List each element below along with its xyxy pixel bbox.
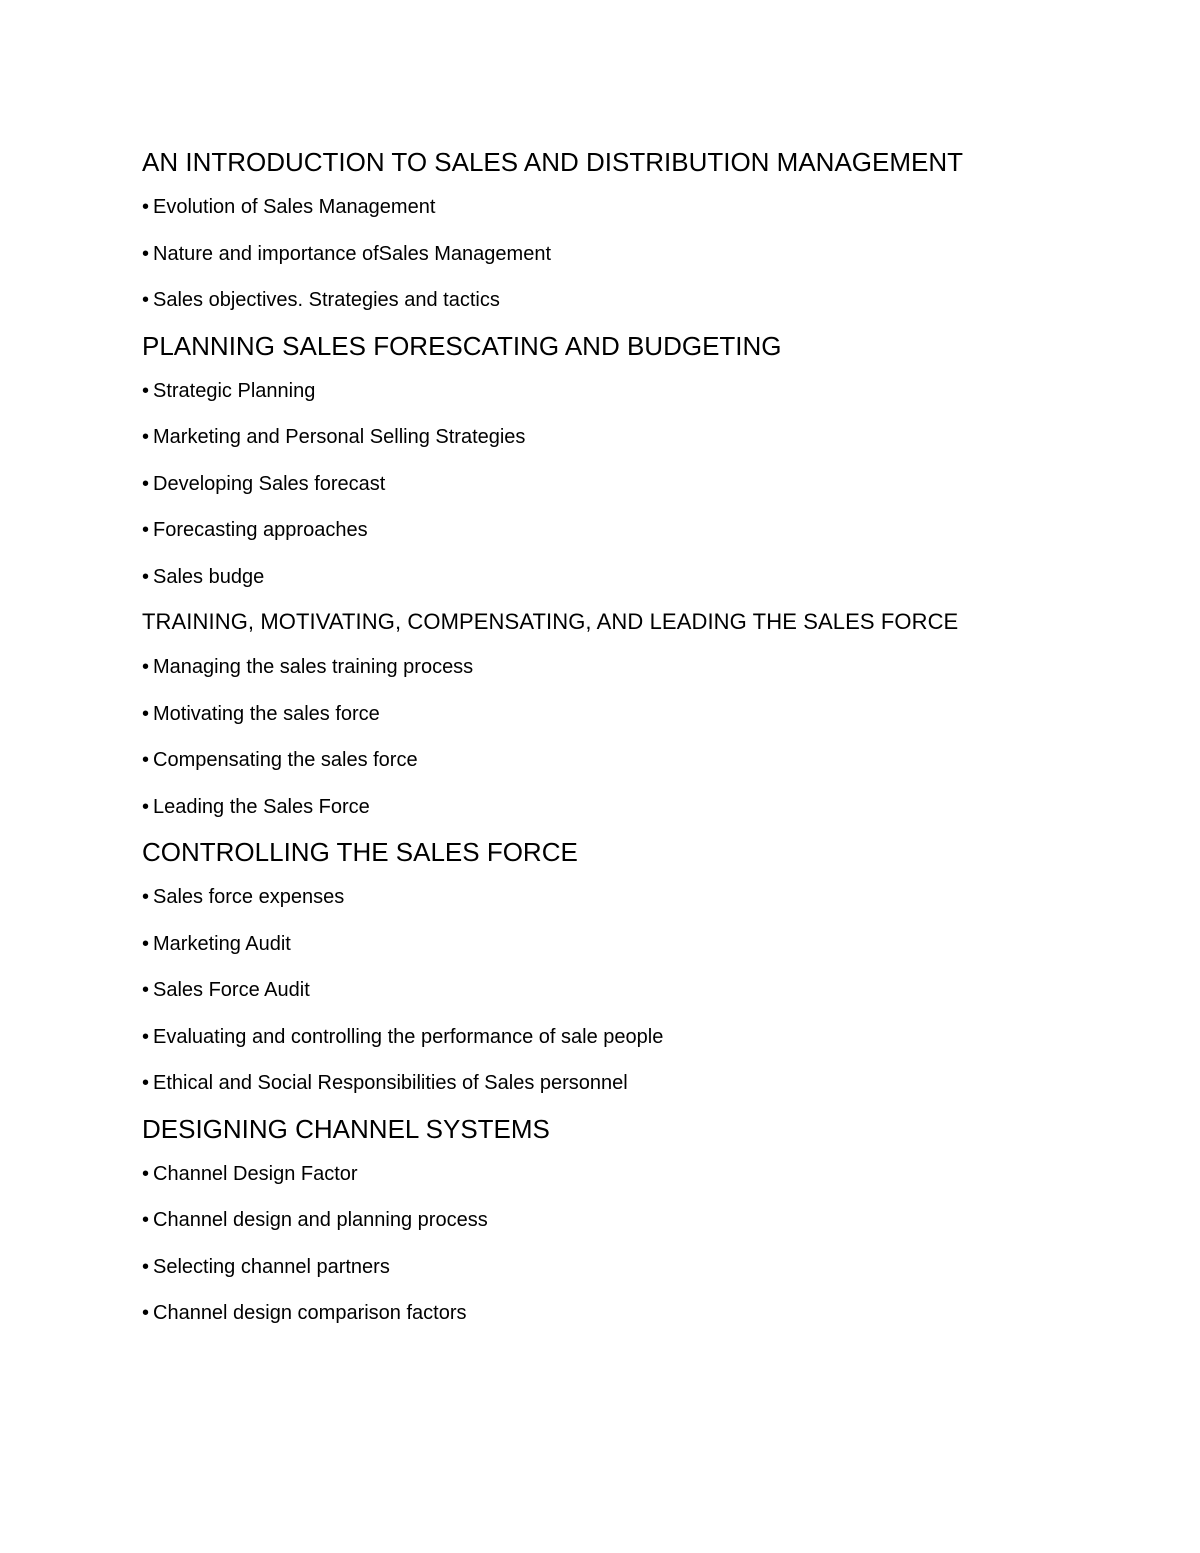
list-item-text: Developing Sales forecast [153,472,386,495]
list-item-text: Sales Force Audit [153,979,310,1001]
list-item [142,691,1102,738]
list-item [142,277,1102,324]
section-channel-systems [142,1107,1102,1337]
list-item-text: Marketing and Personal Selling Strategies [153,426,526,448]
list-item-text: Compensating the sales force [153,749,418,771]
list-item [142,184,1102,231]
bullet-icon: • [142,656,150,679]
section-planning [142,324,1102,601]
list-item [142,554,1102,601]
list-item-text: Strategic Planning [153,379,316,402]
bullet-icon: • [142,886,150,909]
list-item [142,1290,1102,1337]
list-item [142,461,1102,508]
bullet-icon: • [142,979,150,1002]
bullet-list [142,874,1102,1107]
list-item [142,1197,1102,1244]
list-item [142,1014,1102,1061]
list-item-text: Sales force expenses [153,886,345,908]
list-item-text: Channel design comparison factors [153,1302,467,1324]
bullet-icon: • [142,565,150,588]
bullet-list [142,644,1102,830]
list-item-text: Leading the Sales Force [153,795,370,818]
list-item [142,737,1102,784]
list-item-text: Sales budge [153,565,265,588]
list-item-text: Forecasting approaches [153,519,368,541]
bullet-icon: • [142,702,150,725]
list-item-text: Evaluating and controlling the performance of sale people [153,1025,664,1048]
bullet-icon: • [142,932,150,955]
bullet-icon: • [142,379,150,402]
list-item [142,874,1102,921]
bullet-icon: • [142,1025,150,1048]
list-item [142,644,1102,691]
bullet-icon: • [142,289,150,312]
list-item-text: Ethical and Social Responsibilities of Sales personnel [153,1072,628,1094]
section-heading: CONTROLLING THE SALES FORCE [142,837,578,867]
list-item-text: Managing the sales training process [153,656,474,678]
list-item [142,368,1102,415]
section-heading: AN INTRODUCTION TO SALES AND DISTRIBUTION MANAGEMENT [142,147,964,177]
section-training [142,600,1102,830]
list-item-text: Sales objectives. Strategies and tactics [153,289,500,311]
bullet-icon: • [142,242,150,265]
list-item [142,967,1102,1014]
bullet-icon: • [142,426,150,449]
list-item-text: Nature and importance ofSales Management [153,242,552,265]
bullet-icon: • [142,795,150,818]
list-item [142,1060,1102,1107]
bullet-list [142,368,1102,601]
bullet-icon: • [142,472,150,495]
bullet-icon: • [142,196,150,219]
bullet-icon: • [142,749,150,772]
document-body [142,140,1102,1337]
bullet-icon: • [142,1072,150,1095]
list-item-text: Marketing Audit [153,932,291,955]
list-item [142,1151,1102,1198]
list-item [142,921,1102,968]
section-introduction [142,140,1102,324]
list-item-text: Evolution of Sales Management [153,196,436,218]
bullet-icon: • [142,1255,150,1278]
list-item [142,414,1102,461]
list-item-text: Motivating the sales force [153,702,380,725]
bullet-icon: • [142,1302,150,1325]
list-item [142,231,1102,278]
section-heading: TRAINING, MOTIVATING, COMPENSATING, AND LEADING THE SALES FORCE [142,609,959,634]
list-item [142,507,1102,554]
list-item-text: Selecting channel partners [153,1255,390,1278]
bullet-list [142,1151,1102,1337]
bullet-icon: • [142,1209,150,1232]
bullet-list [142,184,1102,324]
section-heading: PLANNING SALES FORESCATING AND BUDGETING [142,330,782,361]
list-item [142,784,1102,831]
list-item [142,1244,1102,1291]
list-item-text: Channel Design Factor [153,1162,358,1185]
section-controlling [142,830,1102,1107]
bullet-icon: • [142,1162,150,1185]
section-heading: DESIGNING CHANNEL SYSTEMS [142,1113,550,1144]
bullet-icon: • [142,519,150,542]
list-item-text: Channel design and planning process [153,1209,488,1231]
